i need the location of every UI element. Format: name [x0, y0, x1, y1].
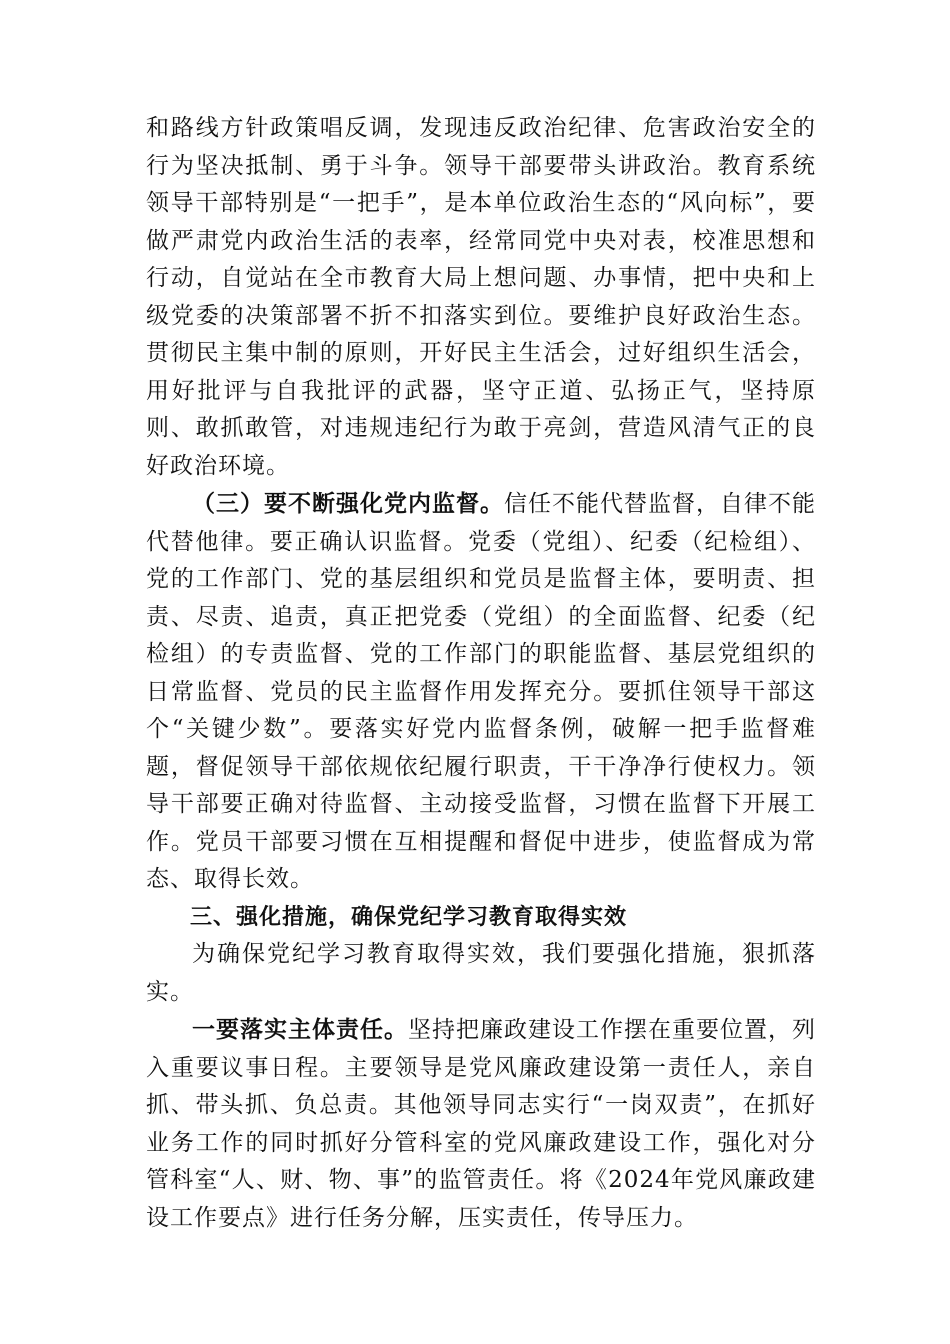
document-page [146, 110, 816, 1237]
paragraph-measures-intro: 为确保党纪学习教育取得实效，我们要强化措施，狠抓落实。 [146, 941, 816, 1005]
section-heading-three: 三、强化措施，确保党纪学习教育取得实效 [190, 904, 628, 930]
paragraph-lead-supervision: （三）要不断强化党内监督。 [192, 490, 504, 517]
paragraph-body-responsibility: 坚持把廉政建设工作摆在重要位置，列入重要议事日程。主要领导是党风廉政建设第一责任人，亲自抓、带头抓、负总责。其他领导同志实行“一岗双责”，在抓好业务工作的同时抓好分管科室的党风廉政建设工作，强化对分管科室“人、财、物、事”的监管责任。将《2024年党风廉政建设工作要点》进行任务分解，压实责任，传导压力。 [146, 1017, 816, 1231]
paragraph-body-supervision: 信任不能代替监督，自律不能代替他律。要正确认识监督。党委（党组）、纪委（纪检组）、党的工作部门、党的基层组织和党员是监督主体，要明责、担责、尽责、追责，真正把党委（党组）的全面监督、纪委（纪检组）的专责监督、党的工作部门的职能监督、基层党组织的日常监督、党员的民主监督作用发挥充分。要抓住领导干部这个“关键少数”。要落实好党内监督条例，破解一把手监督难题，督促领导干部依规依纪履行职责，干干净净行使权力。领导干部要正确对待监督、主动接受监督，习惯在监督下开展工作。党员干部要习惯在互相提醒和督促中进步，使监督成为常态、取得长效。 [146, 491, 816, 892]
paragraph-lead-responsibility: 一要落实主体责任。 [192, 1016, 408, 1043]
paragraph-main-responsibility [146, 1011, 816, 1237]
paragraph-political-ecology: 和路线方针政策唱反调，发现违反政治纪律、危害政治安全的行为坚决抵制、勇于斗争。领导干部要带头讲政治。教育系统领导干部特别是“一把手”，是本单位政治生态的“风向标”，要做严肃党内政治生活的表率，经常同党中央对表，校准思想和行动，自觉站在全市教育大局上想问题、办事情，把中央和上级党委的决策部署不折不扣落实到位。要维护良好政治生态。贯彻民主集中制的原则，开好民主生活会，过好组织生活会，用好批评与自我批评的武器，坚守正道、弘扬正气，坚持原则、敢抓敢管，对违规违纪行为敢于亮剑，营造风清气正的良好政治环境。 [146, 115, 816, 479]
paragraph-intra-party-supervision [146, 485, 816, 899]
